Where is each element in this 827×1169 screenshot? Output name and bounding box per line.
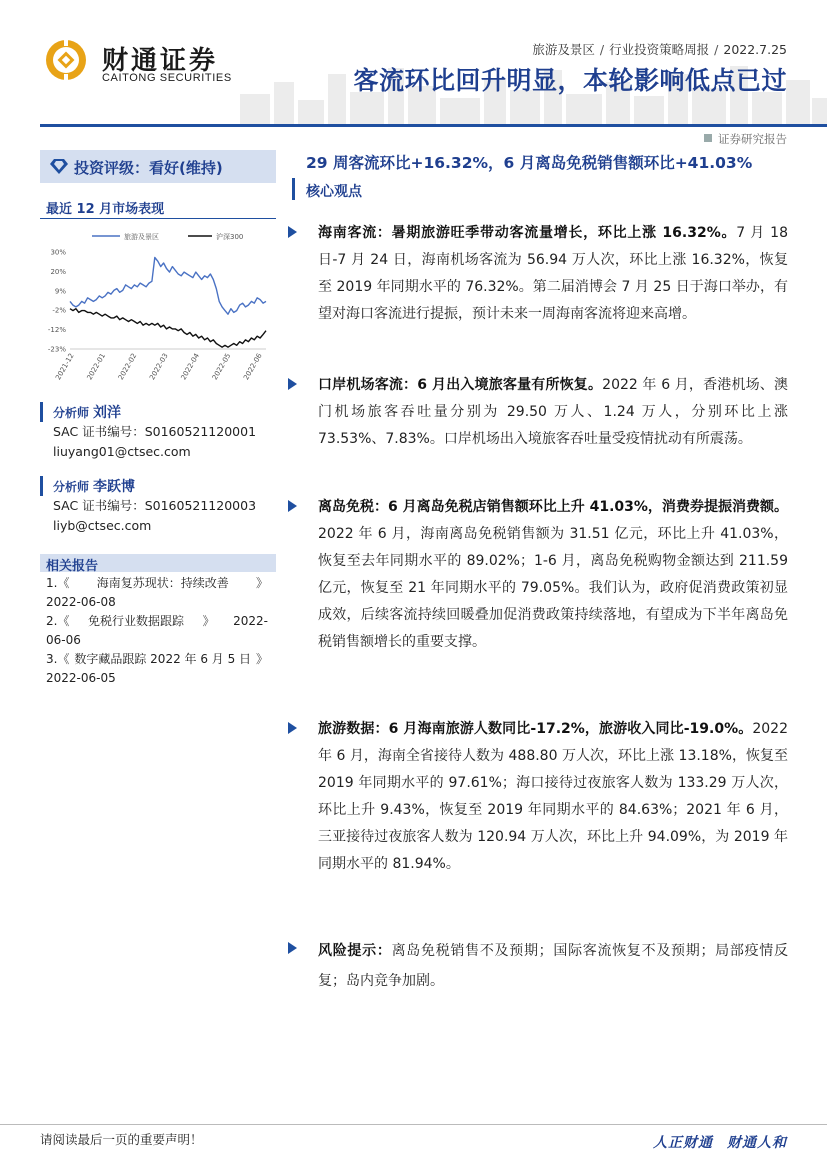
related-report-date: 2022-06-05	[46, 671, 116, 685]
series-line-travel	[70, 258, 266, 315]
key-point-lead: 离岛免税：6 月离岛免税店销售额环比上升 41.03%，消费券提振消费额。	[318, 499, 788, 515]
analyst-email[interactable]: liuyang01@ctsec.com	[53, 444, 191, 459]
footer-disclaimer-note: 请阅读最后一页的重要声明！	[40, 1132, 203, 1147]
analyst-name-row	[40, 402, 276, 422]
analyst-sac: SAC 证书编号：S0160521120001	[53, 424, 257, 439]
y-tick-label: -2%	[52, 306, 66, 315]
logo-name-cn: 财通证券	[102, 46, 219, 76]
x-tick-label: 2022-06	[242, 352, 264, 382]
key-point	[288, 372, 788, 453]
analyst-name-row	[40, 476, 276, 496]
related-report-num: 2.《	[46, 614, 70, 628]
key-point-lead: 海南客流：暑期旅游旺季带动客流量增长，环比上涨 16.32%。	[318, 225, 737, 241]
key-point	[288, 494, 788, 656]
related-reports-list	[46, 574, 268, 688]
key-point	[288, 716, 788, 878]
page-headline: 客流环比回升明显，本轮影响低点已过	[353, 66, 787, 95]
analyst-card	[40, 476, 276, 536]
arrow-bullet-icon	[288, 378, 297, 390]
market-performance-chart	[40, 222, 276, 392]
key-point-text: 2022 年 6 月，香港机场、澳门机场旅客吞吐量分别为 29.50 万人、1.24 万人，分别环比上涨 73.53%、7.83%。口岸机场出入境旅客吞吐量受疫情扰动有所震荡。	[318, 377, 788, 447]
legend-label-travel: 旅游及景区	[124, 233, 159, 241]
header-separator: /	[599, 42, 605, 57]
report-subtitle: 29 周客流环比+16.32%，6 月离岛免税销售额环比+41.03%	[306, 154, 753, 172]
x-tick-label: 2022-04	[179, 352, 202, 382]
x-tick-label: 2022-01	[85, 352, 108, 382]
footer-slogan-2: 财通人和	[727, 1135, 787, 1151]
x-tick-label: 2022-02	[116, 352, 139, 382]
related-report-close: 》	[202, 614, 215, 628]
investment-rating: 投资评级：看好(维持)	[74, 159, 223, 177]
header-industry: 旅游及景区	[532, 42, 595, 57]
key-point-body	[318, 936, 788, 996]
header-meta	[532, 40, 787, 58]
related-report-title: 数字藏品跟踪 2022 年 6 月 5 日	[74, 652, 252, 666]
key-point-lead: 旅游数据：6 月海南旅游人数同比-17.2%，旅游收入同比-19.0%。	[318, 721, 753, 737]
y-tick-label: 20%	[50, 267, 66, 276]
core-views-title: 核心观点	[306, 184, 362, 200]
related-report-link[interactable]	[46, 650, 268, 669]
footer-slogan	[653, 1132, 787, 1152]
key-point-text: 离岛免税销售不及预期；国际客流恢复不及预期；局部疫情反复；岛内竞争加剧。	[318, 943, 789, 989]
related-report-title: 海南复苏现状：持续改善	[96, 576, 229, 590]
related-report-close: 》	[255, 652, 268, 666]
related-report-date: 06-06	[46, 633, 81, 647]
related-report-title: 免税行业数据跟踪	[88, 614, 185, 628]
related-report-num: 1.《	[46, 576, 70, 590]
analyst-card	[40, 402, 276, 462]
key-point-text: 7 月 18 日-7 月 24 日，海南机场客流为 56.94 万人次，环比上涨 16.32%，恢复至 2019 年同期水平的 76.32%。第二届消博会 7 月 25 日于海口举办，有望对海口客流进行提振，预计未来一周海南客流将迎来高增。	[318, 225, 789, 322]
related-report-link[interactable]	[46, 574, 268, 593]
header-separator: /	[714, 42, 719, 57]
arrow-bullet-icon	[288, 226, 297, 238]
analyst-email[interactable]: liyb@ctsec.com	[53, 518, 152, 533]
key-point-text: 2022 年 6 月，海南全省接待人数为 488.80 万人次，环比上涨 13.18%，恢复至 2019 年同期水平的 97.61%；海口接待过夜旅客人数为 133.29 万人次，环比上升 9.43%，恢复至 2019 年同期水平的 84.63%；2021 年 6 月，三亚接待过夜旅客人数为 120.94 万人次，环比上升 94.09%，为 2019 年同期水平的 81.94%。	[318, 721, 788, 872]
analyst-name: 刘洋	[93, 405, 122, 421]
logo-name-en: CAITONG SECURITIES	[102, 72, 232, 84]
key-point-lead: 风险提示：	[318, 943, 392, 959]
header-report-kind: 行业投资策略周报	[609, 42, 710, 57]
x-tick-label: 2022-03	[148, 352, 170, 382]
y-tick-label: 9%	[54, 287, 66, 296]
related-report-close: 》	[255, 576, 268, 590]
y-tick-label: -23%	[47, 345, 66, 354]
arrow-bullet-icon	[288, 722, 297, 734]
key-point-lead: 口岸机场客流：6 月出入境旅客量有所恢复。	[318, 377, 603, 393]
related-report-link[interactable]	[46, 612, 268, 631]
square-bullet-icon	[704, 134, 712, 142]
related-report-num: 3.《	[46, 652, 70, 666]
diamond-icon	[50, 159, 68, 174]
key-point-body	[318, 716, 788, 878]
legend-label-csi300: 沪深300	[216, 233, 244, 241]
section-marker	[292, 178, 295, 200]
market-divider	[40, 218, 276, 219]
caitong-logo-icon	[44, 38, 88, 82]
report-type-label	[704, 131, 787, 147]
related-report-date: 2022-06-08	[46, 595, 116, 609]
market-performance-title: 最近 12 月市场表现	[46, 202, 165, 217]
rating-box	[40, 150, 276, 183]
key-point-body	[318, 494, 788, 656]
analyst-role: 分析师	[53, 480, 90, 494]
y-tick-label: -12%	[47, 326, 66, 335]
arrow-bullet-icon	[288, 500, 297, 512]
x-tick-label: 2022-05	[210, 352, 233, 382]
footer-slogan-1: 人正财通	[653, 1135, 713, 1151]
related-reports-title: 相关报告	[46, 559, 99, 574]
header-date: 2022.7.25	[723, 42, 787, 57]
related-report-date-inline: 2022-	[233, 614, 268, 628]
company-logo	[44, 38, 244, 88]
series-line-csi300	[70, 309, 266, 348]
y-tick-label: 30%	[50, 248, 66, 257]
header-divider	[40, 124, 827, 127]
report-type-text: 证券研究报告	[718, 132, 787, 146]
key-point-text: 2022 年 6 月，海南离岛免税销售额为 31.51 亿元，环比上升 41.03%，恢复至去年同期水平的 89.02%；1-6 月，离岛免税购物金额达到 211.59 亿元，恢复至 21 年同期水平的 79.05%。我们认为，政府促消费政策初显成效，后续客流持续回暖叠加促消费政策持续落地，有望成为下半年离岛免税销售额增长的重要支撑。	[318, 526, 788, 650]
x-tick-label: 2021-12	[54, 352, 76, 382]
key-point	[288, 220, 788, 328]
footer-divider	[0, 1124, 827, 1125]
analyst-role: 分析师	[53, 406, 90, 420]
key-point-body	[318, 372, 788, 453]
key-point	[288, 936, 788, 996]
analyst-name: 李跃博	[93, 479, 136, 495]
arrow-bullet-icon	[288, 942, 297, 954]
analyst-sac: SAC 证书编号：S0160521120003	[53, 498, 257, 513]
key-point-body	[318, 220, 788, 328]
